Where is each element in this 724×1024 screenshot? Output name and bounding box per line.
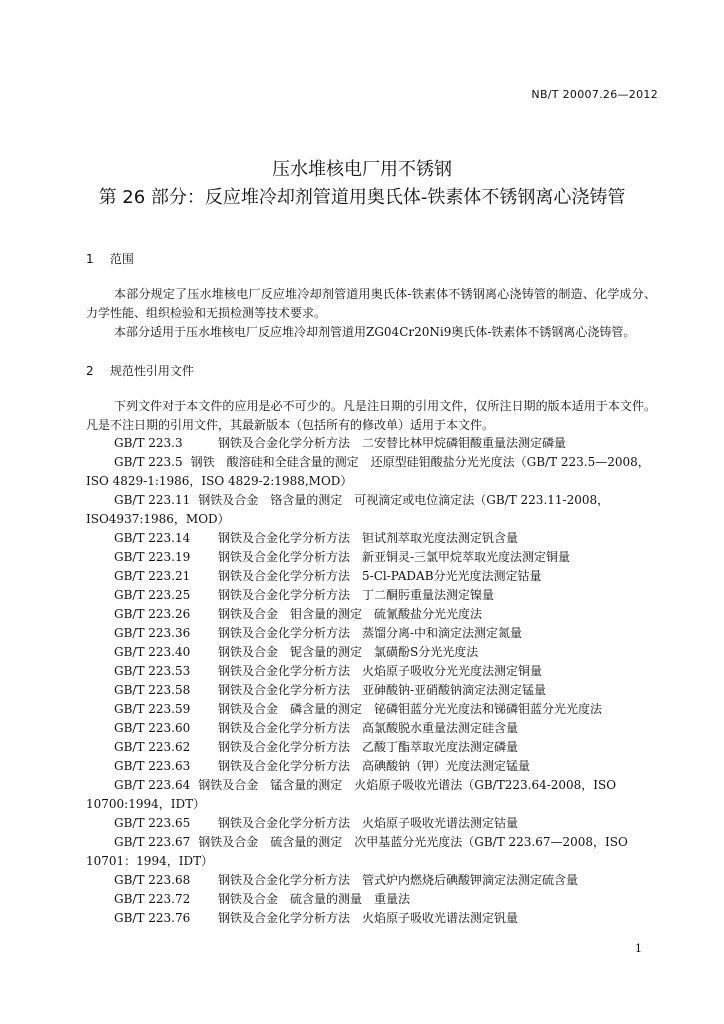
reference-item — [86, 605, 656, 624]
reference-title: 钢铁及合金化学分析方法 钽试剂萃取光度法测定钒含量 — [218, 531, 519, 545]
reference-continuation: 10700:1994，IDT） — [86, 797, 206, 811]
reference-code: GB/T 223.25 — [114, 588, 191, 602]
section-2-heading — [86, 362, 194, 379]
reference-title: 钢铁及合金 磷含量的测定 铋磷钼蓝分光光度法和锑磷钼蓝分光光度法 — [218, 702, 603, 716]
reference-item — [86, 814, 656, 833]
section-title: 范围 — [109, 252, 134, 266]
reference-item — [86, 453, 656, 491]
reference-item — [86, 586, 656, 605]
reference-code: GB/T 223.65 — [114, 816, 191, 830]
reference-code: GB/T 223.53 — [114, 664, 191, 678]
reference-item — [86, 719, 656, 738]
reference-code: GB/T 223.19 — [114, 550, 191, 564]
reference-code: GB/T 223.14 — [114, 531, 191, 545]
scope-paragraph-1: 本部分规定了压水堆核电厂反应堆冷却剂管道用奥氏体-铁素体不锈钢离心浇铸管的制造、化学成分、力学性能、组织检验和无损检测等技术要求。 — [86, 287, 656, 320]
reference-item — [86, 890, 656, 909]
reference-code: GB/T 223.60 — [114, 721, 191, 735]
section-title: 规范性引用文件 — [109, 364, 194, 378]
reference-title: 钢铁及合金 锰含量的测定 火焰原子吸收光谱法（GB/T223.64-2008，ISO — [198, 778, 617, 792]
reference-title: 钢铁及合金化学分析方法 新亚铜灵-三氯甲烷萃取光度法测定铜量 — [218, 550, 571, 564]
reference-title: 钢铁及合金 硫含量的测量 重量法 — [218, 892, 411, 906]
reference-title: 钢铁及合金 铬含量的测定 可视滴定或电位滴定法（GB/T 223.11-2008， — [198, 493, 610, 507]
reference-item — [86, 643, 656, 662]
reference-code: GB/T 223.64 — [114, 778, 191, 792]
reference-item — [86, 700, 656, 719]
reference-code: GB/T 223.67 — [114, 835, 191, 849]
reference-code: GB/T 223.11 — [114, 493, 191, 507]
reference-continuation: ISO 4829-1:1986，ISO 4829-2:1988,MOD） — [86, 474, 353, 488]
reference-item — [86, 567, 656, 586]
reference-item — [86, 434, 656, 453]
reference-item — [86, 833, 656, 871]
section-number: 2 — [86, 364, 94, 378]
reference-code: GB/T 223.68 — [114, 873, 191, 887]
reference-code: GB/T 223.58 — [114, 683, 191, 697]
reference-continuation: 10701：1994，IDT） — [86, 854, 214, 868]
reference-code: GB/T 223.3 — [114, 436, 183, 450]
reference-code: GB/T 223.40 — [114, 645, 191, 659]
reference-title: 钢铁及合金化学分析方法 亚砷酸钠-亚硝酸钠滴定法测定锰量 — [218, 683, 547, 697]
reference-item — [86, 757, 656, 776]
reference-code: GB/T 223.76 — [114, 911, 191, 925]
reference-title: 钢铁及合金化学分析方法 高碘酸钠（钾）光度法测定锰量 — [218, 759, 531, 773]
reference-title: 钢铁及合金化学分析方法 乙酸丁酯萃取光度法测定磷量 — [218, 740, 519, 754]
reference-item — [86, 624, 656, 643]
reference-code: GB/T 223.72 — [114, 892, 191, 906]
reference-item — [86, 681, 656, 700]
reference-title: 钢铁及合金化学分析方法 丁二酮肟重量法测定镍量 — [218, 588, 495, 602]
reference-code: GB/T 223.63 — [114, 759, 191, 773]
reference-item — [86, 662, 656, 681]
reference-code: GB/T 223.5 — [114, 455, 183, 469]
reference-title: 钢铁 酸溶硅和全硅含量的测定 还原型硅钼酸盐分光光度法（GB/T 223.5—2008， — [190, 455, 650, 469]
section-1-heading — [86, 250, 134, 267]
reference-list — [86, 434, 656, 928]
reference-title: 钢铁及合金化学分析方法 二安替比林甲烷磷钼酸重量法测定磷量 — [218, 436, 567, 450]
reference-item — [86, 776, 656, 814]
reference-code: GB/T 223.36 — [114, 626, 191, 640]
reference-title: 钢铁及合金化学分析方法 火焰原子吸收光谱法测定钒量 — [218, 911, 519, 925]
reference-code: GB/T 223.62 — [114, 740, 191, 754]
reference-item — [86, 548, 656, 567]
reference-title: 钢铁及合金化学分析方法 管式炉内燃烧后碘酸钾滴定法测定硫含量 — [218, 873, 579, 887]
references-intro: 下列文件对于本文件的应用是必不可少的。凡是注日期的引用文件，仅所注日期的版本适用于本文件。凡是不注日期的引用文件，其最新版本（包括所有的修改单）适用于本文件。 — [86, 399, 656, 432]
section-number: 1 — [86, 252, 94, 266]
standard-number: NB/T 20007.26—2012 — [531, 88, 658, 101]
reference-title: 钢铁及合金化学分析方法 火焰原子吸收光谱法测定钴量 — [218, 816, 519, 830]
reference-title: 钢铁及合金化学分析方法 5-Cl-PADAB分光光度法测定钴量 — [218, 569, 542, 583]
reference-code: GB/T 223.26 — [114, 607, 191, 621]
reference-item — [86, 871, 656, 890]
reference-continuation: ISO4937:1986，MOD） — [86, 512, 230, 526]
reference-item — [86, 909, 656, 928]
reference-code: GB/T 223.59 — [114, 702, 191, 716]
reference-item — [86, 738, 656, 757]
reference-title: 钢铁及合金 钼含量的测定 硫氰酸盐分光光度法 — [218, 607, 483, 621]
reference-title: 钢铁及合金化学分析方法 蒸馏分离-中和滴定法测定氮量 — [218, 626, 523, 640]
reference-code: GB/T 223.21 — [114, 569, 191, 583]
reference-title: 钢铁及合金 硫含量的测定 次甲基蓝分光光度法（GB/T 223.67—2008，ISO — [198, 835, 628, 849]
document-title-line1: 压水堆核电厂用不锈钢 — [272, 159, 452, 180]
reference-item — [86, 529, 656, 548]
document-title-line2: 第 26 部分：反应堆冷却剂管道用奥氏体-铁素体不锈钢离心浇铸管 — [98, 187, 626, 208]
scope-paragraph-2: 本部分适用于压水堆核电厂反应堆冷却剂管道用ZG04Cr20Ni9奥氏体-铁素体不锈钢离心浇铸管。 — [114, 325, 636, 339]
reference-title: 钢铁及合金 铌含量的测定 氯磺酚S分光光度法 — [218, 645, 479, 659]
reference-title: 钢铁及合金化学分析方法 火焰原子吸收分光光度法测定铜量 — [218, 664, 543, 678]
reference-item — [86, 491, 656, 529]
page-number: 1 — [635, 942, 642, 955]
reference-title: 钢铁及合金化学分析方法 高氯酸脱水重量法测定硅含量 — [218, 721, 519, 735]
